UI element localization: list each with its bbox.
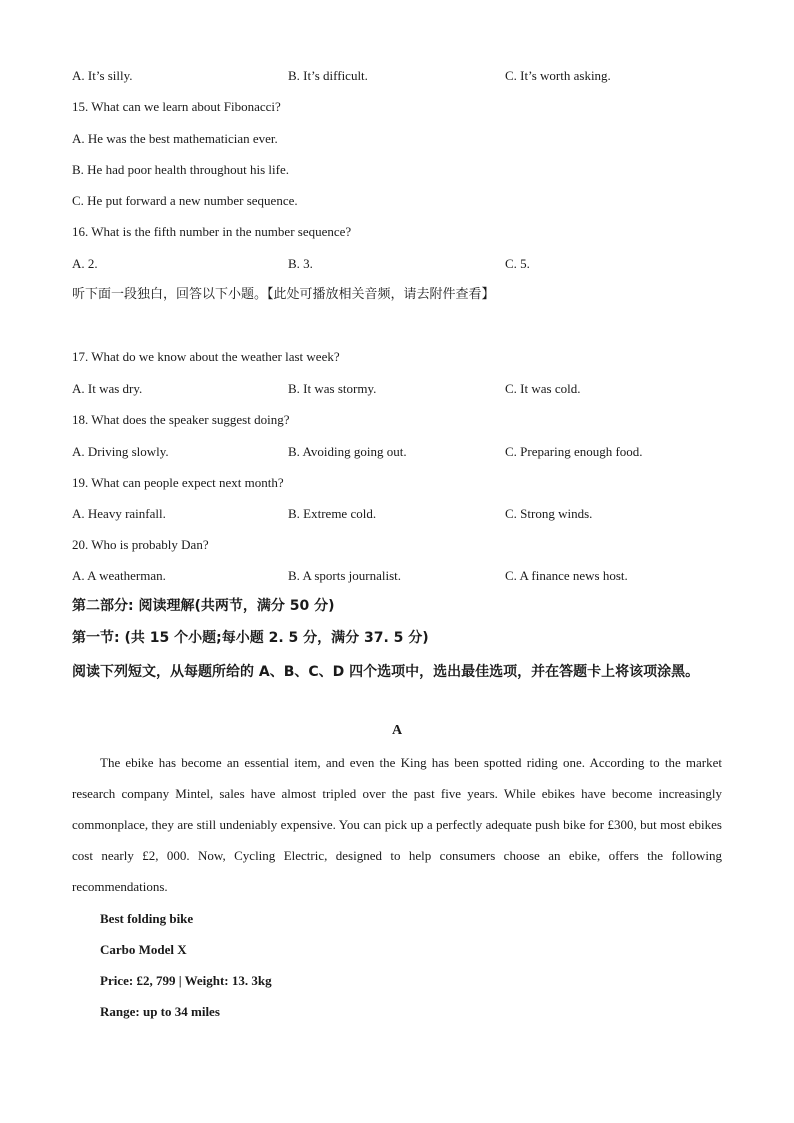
q16-option-c: C. 5. (505, 256, 530, 271)
bike-price-weight: Price: £2, 799 | Weight: 13. 3kg (100, 973, 272, 988)
q16-question: 16. What is the fifth number in the number sequence? (72, 224, 352, 239)
q18-option-c: C. Preparing enough food. (505, 444, 643, 459)
bike-range: Range: up to 34 miles (100, 1004, 220, 1019)
monologue-instruction: 听下面一段独白，回答以下小题。【此处可播放相关音频，请去附件查看】 (72, 287, 495, 302)
q15-question: 15. What can we learn about Fibonacci? (72, 99, 281, 114)
section1-instruction: 阅读下列短文，从每题所给的 A、B、C、D 四个选项中，选出最佳选项，并在答题卡上将该项涂黑。 (72, 664, 700, 680)
q18-question: 18. What does the speaker suggest doing? (72, 412, 290, 427)
q19-option-c: C. Strong winds. (505, 506, 593, 521)
q19-option-b: B. Extreme cold. (288, 506, 377, 521)
passage-text: The ebike has become an essential item, and even the King has been spotted riding one. According to the market research company Mintel, sales have almost tripled over the past five years. While ebikes have become increasingly commonplace, they are still undeniably expensive. You can pick up a perfectly adequate push bike for £300, but most ebikes cost nearly £2, 000. Now, Cycling Electric, designed to help consumers choose an ebike, offers the following recommendations. (72, 755, 722, 894)
q14-option-a: A. It’s silly. (72, 68, 133, 83)
q15-option-a: A. He was the best mathematician ever. (72, 131, 278, 146)
bike-category: Best folding bike (100, 911, 194, 926)
q18-option-b: B. Avoiding going out. (288, 444, 407, 459)
passage-paragraph (72, 747, 722, 902)
bike-model: Carbo Model X (100, 942, 187, 957)
q20-question: 20. Who is probably Dan? (72, 537, 209, 552)
q20-option-c: C. A finance news host. (505, 568, 628, 583)
part2-title: 第二部分: 阅读理解(共两节，满分 50 分) (72, 598, 335, 614)
q14-option-c: C. It’s worth asking. (505, 68, 611, 83)
passage-label: A (391, 723, 403, 738)
q18-option-a: A. Driving slowly. (72, 444, 169, 459)
q17-question: 17. What do we know about the weather last week? (72, 349, 340, 364)
q15-option-b: B. He had poor health throughout his life. (72, 162, 289, 177)
q20-option-b: B. A sports journalist. (288, 568, 402, 583)
q17-option-b: B. It was stormy. (288, 381, 377, 396)
section1-title: 第一节: (共 15 个小题;每小题 2. 5 分，满分 37. 5 分) (72, 630, 429, 646)
q15-option-c: C. He put forward a new number sequence. (72, 193, 298, 208)
q20-option-a: A. A weatherman. (72, 568, 166, 583)
q19-option-a: A. Heavy rainfall. (72, 506, 166, 521)
q17-option-a: A. It was dry. (72, 381, 143, 396)
q17-option-c: C. It was cold. (505, 381, 581, 396)
q19-question: 19. What can people expect next month? (72, 475, 284, 490)
q16-option-a: A. 2. (72, 256, 98, 271)
q16-option-b: B. 3. (288, 256, 313, 271)
q14-option-b: B. It’s difficult. (288, 68, 368, 83)
